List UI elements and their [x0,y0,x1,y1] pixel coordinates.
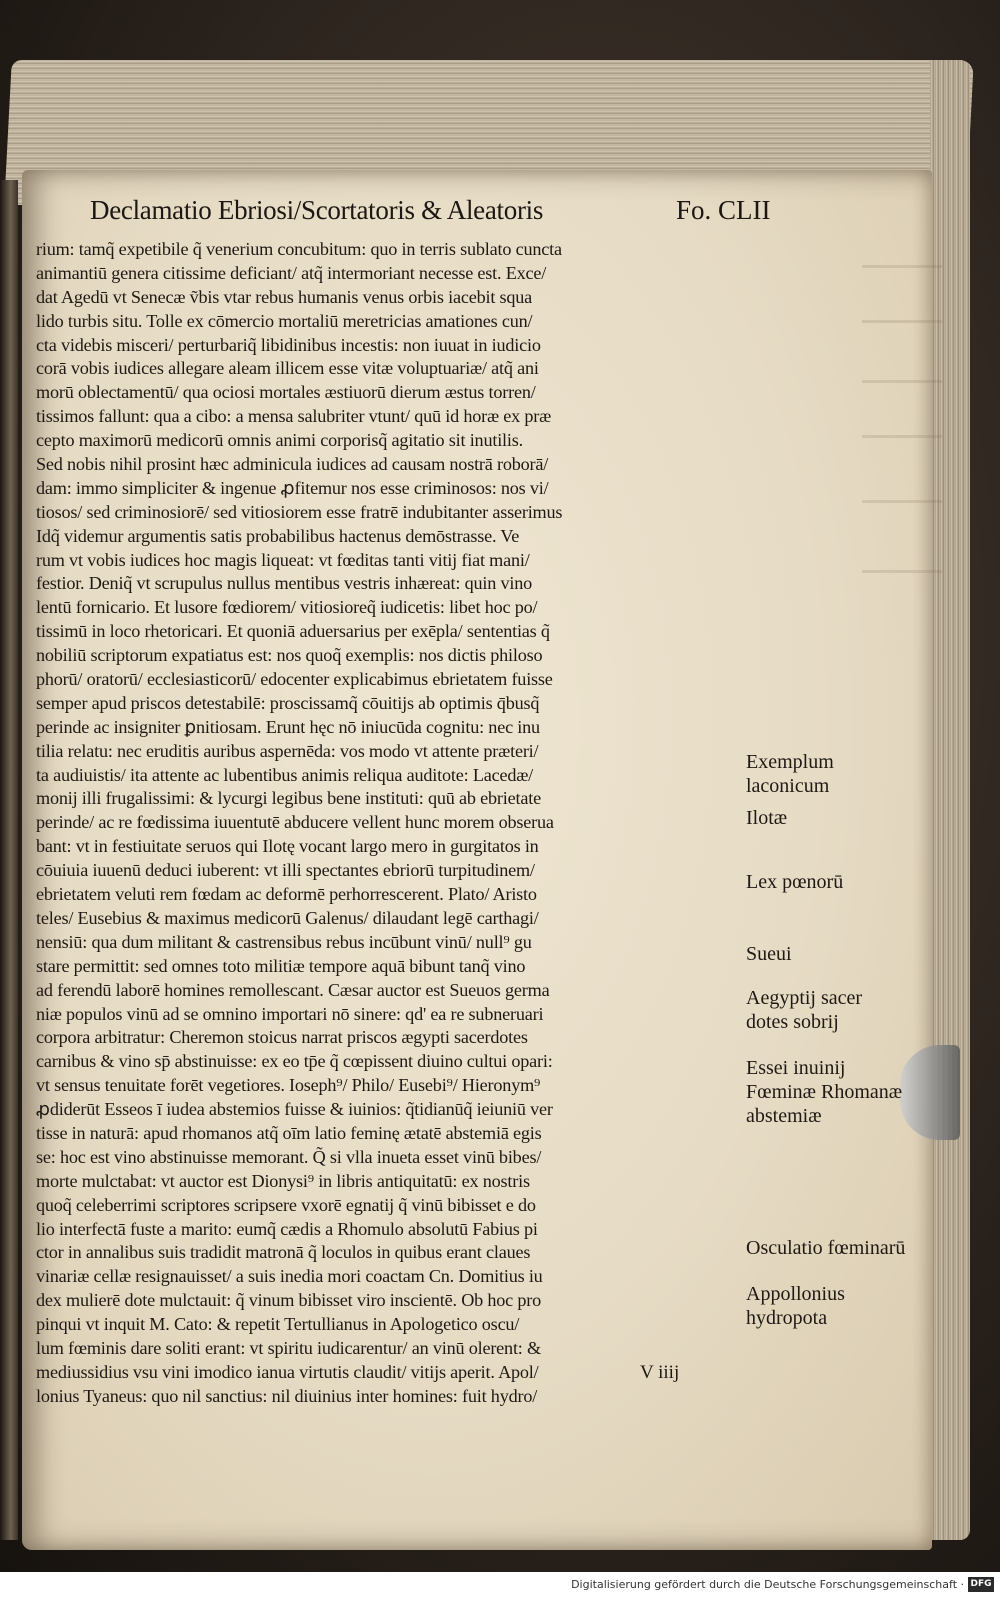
text-line: ad ferendū laborē homines remollescant. Cæsar auctor est Sueuos germa [36,979,550,1000]
text-line: stare permittit: sed omnes toto militiæ tempore aquā bibunt tanq̃ vino [36,955,526,976]
sidenote-sueui: Sueui [746,943,792,965]
sidenote-appollonius: Appollonius hydropota [746,1283,845,1329]
sidenote-foeminae: Fœminæ Rhomanæ abstemiæ [746,1081,903,1127]
text-line: dat Agedū vt Senecæ ṽbis vtar rebus humanis venus orbis iacebit squa [36,286,533,307]
sidenote-lex-poenorum: Lex pœnorū [746,871,844,893]
show-through-text [862,380,942,383]
text-line: lonius Tyaneus: quo nil sanctius: nil diuinius inter homines: fuit hydro/ [36,1385,538,1406]
text-line: monij illi frugalissimi: & lycurgi legibus bene instituti: quū ab ebrietate [36,788,541,809]
text-line: niæ populos vinū ad se omnino importari nō sinere: qd' ea re subneruari [36,1003,544,1024]
sidenote-osculatio: Osculatio fœminarū [746,1237,906,1259]
funding-credit: Digitalisierung gefördert durch die Deutsche Forschungsgemeinschaft · [571,1578,964,1591]
text-line: rium: tamq̃ expetibile q̃ venerium concubitum: quo in terris sublato cuncta [36,239,562,259]
text-line: quoq̃ celeberrimi scriptores scripsere vxorē egnatij q̃ vinū bibisset e do [36,1194,536,1215]
text-line: perinde ac insigniter ꝑnitiosam. Erunt hęc nō iniucūda cognitu: nec inu [36,716,540,737]
text-line: Sed nobis nihil prosint hæc adminicula iudices ad causam nostrā roborā/ [36,454,549,475]
text-line: lido turbis situ. Tolle ex cōmercio mortaliū meretricias amationes cun/ [36,310,533,331]
signature-mark: V iiij [640,1362,680,1383]
left-page-edge [0,180,18,1540]
text-line: morte mulctabat: vt auctor est Dionysi⁹ in libris antiquitatū: ex nostris [36,1170,530,1191]
text-line: vt sensus tenuitate forēt vegetiores. Ioseph⁹/ Philo/ Eusebi⁹/ Hieronym⁹ [36,1075,541,1096]
text-line: lum fœminis dare soliti erant: vt spiritu iudicarentur/ an vinū olerent: & [36,1337,541,1358]
text-line: animantiū genera citissime deficiant/ atq̃ intermoriant necesse est. Exce/ [36,262,547,283]
text-line: morū oblectamentū/ qua ociosi mortales æstiuorū dierum æstus torren/ [36,382,536,403]
text-line: ꝓdiderūt Esseos ī iudea abstemios fuisse & iuinios: q̃tidianūq̃ ieiuniū ver [36,1099,553,1120]
text-line: lentū fornicario. Et lusore fœdiorem/ vitiosioreq̃ iudicetis: libet hoc po/ [36,597,538,618]
text-line: pinqui vt inquit M. Cato: & repetit Tertullianus in Apologetico oscu/ [36,1314,520,1335]
text-line: dex mulierē dote mulctauit: q̃ vinum bibisset viro inscientē. Ob hoc pro [36,1290,542,1311]
text-line: ctor in annalibus suis tradidit matronā q̃ loculos in quibus erant claues [36,1242,531,1263]
text-line: vinariæ cellæ resignauisset/ a suis inedia mori coactam Cn. Domitius iu [36,1266,543,1287]
page-stack-right-edge [930,60,970,1540]
text-line: mediussidius vsu vini imodico ianua virtutis claudit/ vitijs aperit. Apol/ [36,1361,539,1382]
show-through-text [862,570,942,573]
text-line: ta audiuistis/ ita attente ac lubentibus animis reliqua auditote: Lacedæ/ [36,764,534,785]
text-line: tissimū in loco rhetoricari. Et quoniā aduersarius per exēpla/ sententias q̃ [36,621,550,642]
text-line: cōuiuia iuuenū deduci iuberent: vt illi spectantes ebriorū turpitudinem/ [36,860,535,881]
text-line: dam: immo simpliciter & ingenue ꝓfitemur nos esse criminosos: nos vi/ [36,477,549,498]
text-line: bant: vt in festiuitate seruos qui Ilotę vocant largo mero in gurgitatos in [36,836,539,857]
text-line: cepto maximorū medicorū omnis animi corporisq̃ agitatio sit inutilis. [36,430,523,451]
text-line: lio interfectā fuste a marito: eumq̃ cædis a Rhomulo absolutū Fabius pi [36,1218,538,1239]
text-line: cta videbis misceri/ perturbariq̃ libidinibus incestis: non iuuat in iudicio [36,334,541,355]
show-through-text [862,500,942,503]
sidenote-ilotae: Ilotæ [746,807,788,829]
show-through-text [862,320,942,323]
text-line: festior. Deniq̃ vt scrupulus nullus mentibus vestris inhæreat: quin vino [36,573,533,594]
text-line: corpora arbitratur: Cheremon stoicus narrat priscos ægypti sacerdotes [36,1027,528,1048]
text-line: corā vobis iudices allegare aleam illicem esse vitæ voluptuariæ/ atq̃ ani [36,358,539,379]
text-line: carnibus & vino sp̄ abstinuisse: ex eo tp̄e q̃ cœpissent diuino cultui opari: [36,1051,553,1072]
text-line: nensiū: qua dum militant & castrensibus rebus incūbunt vinū/ null⁹ gu [36,931,532,952]
text-line: teles/ Eusebius & maximus medicorū Galenus/ dilaudant legē carthagi/ [36,907,539,928]
text-line: semper apud priscos detestabilē: proscissamq̃ cōuitijs ab optimis q̄busq̃ [36,692,540,713]
text-line: ebrietatem veluti rem fœdam ac deformē perhorrescerent. Plato/ Aristo [36,884,537,905]
text-line: tisse in naturā: apud rhomanos atq̃ oīm latio feminę ætatē abstemiā egis [36,1122,542,1143]
text-line: nobiliū scriptorum expatiatus est: nos quoq̃ exemplis: nos dictis philoso [36,645,543,666]
running-head: Declamatio Ebriosi/Scortatoris & Aleatoris [90,195,544,225]
footer-bar [0,1572,1000,1598]
text-line: tiosos/ sed criminosiorē/ sed vitiosiorem esse fratrē indubitanter asserimus [36,501,563,522]
show-through-text [862,265,942,268]
sidenote-essei: Essei inuinij [746,1057,846,1079]
text-line: se: hoc est vino abstinuisse memorant. Q̃ si vlla inueta esset vinū bibes/ [36,1146,542,1167]
dfg-logo-icon: DFG [968,1577,994,1592]
text-line: rum vt vobis iudices hoc magis liqueat: vt fœditas tanti vitij fiat mani/ [36,549,530,570]
text-line: tissimos fallunt: qua a cibo: a mensa salubriter vtunt/ quū id horæ ex præ [36,406,552,427]
body-text [36,238,740,1409]
page-clip [900,1045,960,1140]
text-line: tilia relatu: nec eruditis auribus aspernēda: vos modo vt attente præteri/ [36,740,539,761]
text-line: phorū/ oratorū/ ecclesiasticorū/ edocenter explicabimus ebrietatem fuisse [36,669,553,690]
sidenote-exemplum-laconicum: Exemplum laconicum [746,751,834,797]
text-line: Idq̃ videmur argumentis satis probabilibus hactenus demōstrasse. Ve [36,525,520,546]
show-through-text [862,435,942,438]
sidenote-aegyptij: Aegyptij sacer dotes sobrij [746,987,863,1033]
folio-number: Fo. CLII [676,195,771,225]
text-line: perinde/ ac re fœdissima iuuentutē abducere vellent hunc morem obserua [36,812,554,833]
